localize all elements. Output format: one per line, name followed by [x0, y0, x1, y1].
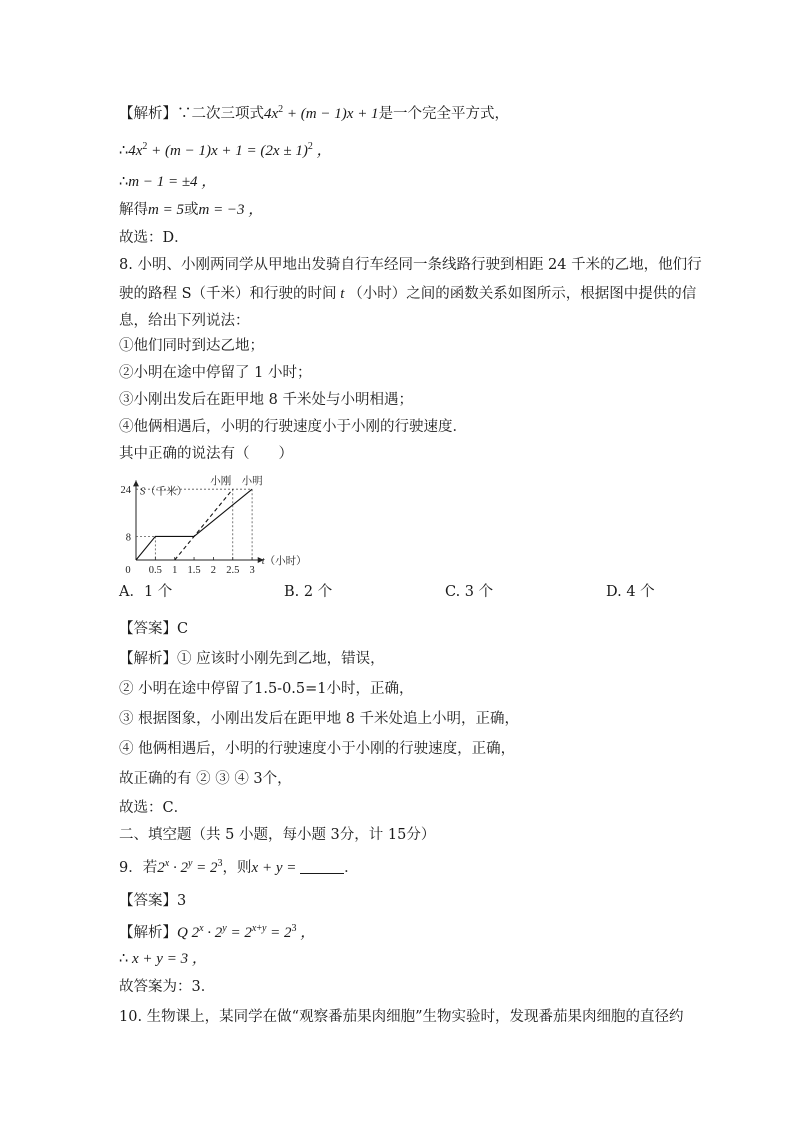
analysis-line-4: 解得m = 5或m = −3 ， — [119, 202, 264, 218]
x-tick-label-3: 2 — [210, 565, 217, 576]
therefore-symbol: ∴ — [119, 174, 129, 190]
statement-3: ③小刚出发后在距甲地 8 千米处与小明相遇； — [119, 392, 413, 408]
option-c: C. 3 个 — [445, 584, 494, 600]
q9-text: 9．若 — [119, 860, 158, 876]
q8-explain-6: 故选：C． — [119, 800, 189, 816]
answer-choice-line: 故选：D． — [119, 230, 189, 246]
statement-1: ①他们同时到达乙地； — [119, 338, 264, 354]
analysis-label: 【解析】∵二次三项式 — [119, 106, 264, 122]
answer-blank — [300, 859, 344, 874]
statement-4: ④他俩相遇后，小明的行驶速度小于小刚的行驶速度． — [119, 419, 467, 435]
analysis-line-2: $\therefore 4x^2 + (m - 1)x + 1 = (2x \pm 1)^2$ ， — [119, 141, 332, 159]
x-tick-label-5: 3 — [249, 565, 255, 576]
q8-text: （小时）之间的函数关系如图所示，根据图中提供的信 — [348, 286, 697, 302]
series-label-1: 小明 — [241, 476, 263, 488]
q9-text: ，则 — [222, 860, 252, 876]
analysis-label: 【解析】 — [119, 925, 177, 941]
analysis-line-3: ∴m − 1 = ±4 ， — [119, 174, 217, 190]
therefore-symbol: ∴ — [119, 951, 129, 967]
q8-explain-2: ② 小明在途中停留了1.5-0.5=1小时，正确， — [119, 681, 414, 697]
origin-label: 0 — [125, 565, 131, 576]
section-2-heading: 二、填空题（共 5 小题，每小题 3分，计 15分） — [119, 827, 436, 843]
analysis-text: 解得 — [119, 202, 148, 218]
q9-answer: 【答案】3 — [119, 893, 187, 909]
q10-stem: 10. 生物课上，某同学在做“观察番茄果肉细胞”生物实验时，发现番茄果肉细胞的直径约 — [119, 1009, 684, 1025]
y-tick-label-0: 8 — [125, 532, 131, 544]
series-line-1 — [136, 489, 252, 560]
q8-text: 驶的路程 S（千米）和行驶的时间 — [119, 286, 337, 302]
series-line-2 — [175, 489, 233, 560]
y-tick-label-1: 24 — [120, 485, 131, 497]
q8-explain-5: 故正确的有 ② ③ ④ 3个， — [119, 771, 292, 787]
x-tick-label-0: 0.5 — [148, 565, 162, 576]
q8-stem-3: 息，给出下列说法： — [119, 313, 250, 329]
q9-analysis-2: ∴ x + y = 3 ， — [119, 951, 207, 967]
q9-stem: 9．若$2^x \cdot 2^y = 2^3$，则x + y = ． — [119, 858, 359, 876]
x-tick-label-4: 2.5 — [226, 565, 240, 576]
x-tick-label-1: 1 — [172, 565, 178, 576]
analysis-text: 是一个完全平方式， — [378, 106, 510, 122]
q8-explain-3: ③ 根据图象，小刚出发后在距甲地 8 千米处追上小明，正确， — [119, 711, 520, 727]
q8-explain-4: ④ 他俩相遇后，小明的行驶速度小于小刚的行驶速度，正确， — [119, 741, 516, 757]
distance-time-graph — [112, 466, 312, 578]
statement-2: ②小明在途中停留了 1 小时； — [119, 365, 312, 381]
option-b: B. 2 个 — [284, 584, 333, 600]
option-a: A．1 个 — [119, 584, 173, 600]
y-axis-label: S（千米） — [140, 486, 188, 498]
q8-stem-2: 驶的路程 S（千米）和行驶的时间 t （小时）之间的函数关系如图所示，根据图中提供的信 — [119, 286, 697, 302]
therefore-symbol: ∴ — [119, 143, 129, 159]
q8-explain-1: 【解析】① 应该时小刚先到乙地，错误， — [119, 651, 385, 667]
q8-ask: 其中正确的说法有（ ） — [119, 446, 293, 462]
q9-analysis-3: 故答案为：3． — [119, 979, 216, 995]
series-label-2: 小刚 — [210, 476, 232, 488]
x-axis-label: t（小时） — [261, 556, 307, 567]
analysis-line-1: 【解析】∵二次三项式$4x^2 + (m - 1)x + 1$是一个完全平方式， — [119, 104, 510, 122]
option-d: D. 4 个 — [606, 584, 655, 600]
q8-stem-1: 8. 小明、小刚两同学从甲地出发骑自行车经同一条线路行驶到相距 24 千米的乙地，他们行 — [119, 257, 702, 273]
x-tick-label-2: 1.5 — [187, 565, 201, 576]
analysis-text: 或 — [183, 202, 199, 218]
q8-answer: 【答案】C — [119, 621, 189, 637]
q9-analysis-1: 【解析】Q $2^x \cdot 2^y = 2^{x+y} = 2^3$ ， — [119, 923, 316, 941]
y-axis-arrow — [133, 480, 139, 486]
